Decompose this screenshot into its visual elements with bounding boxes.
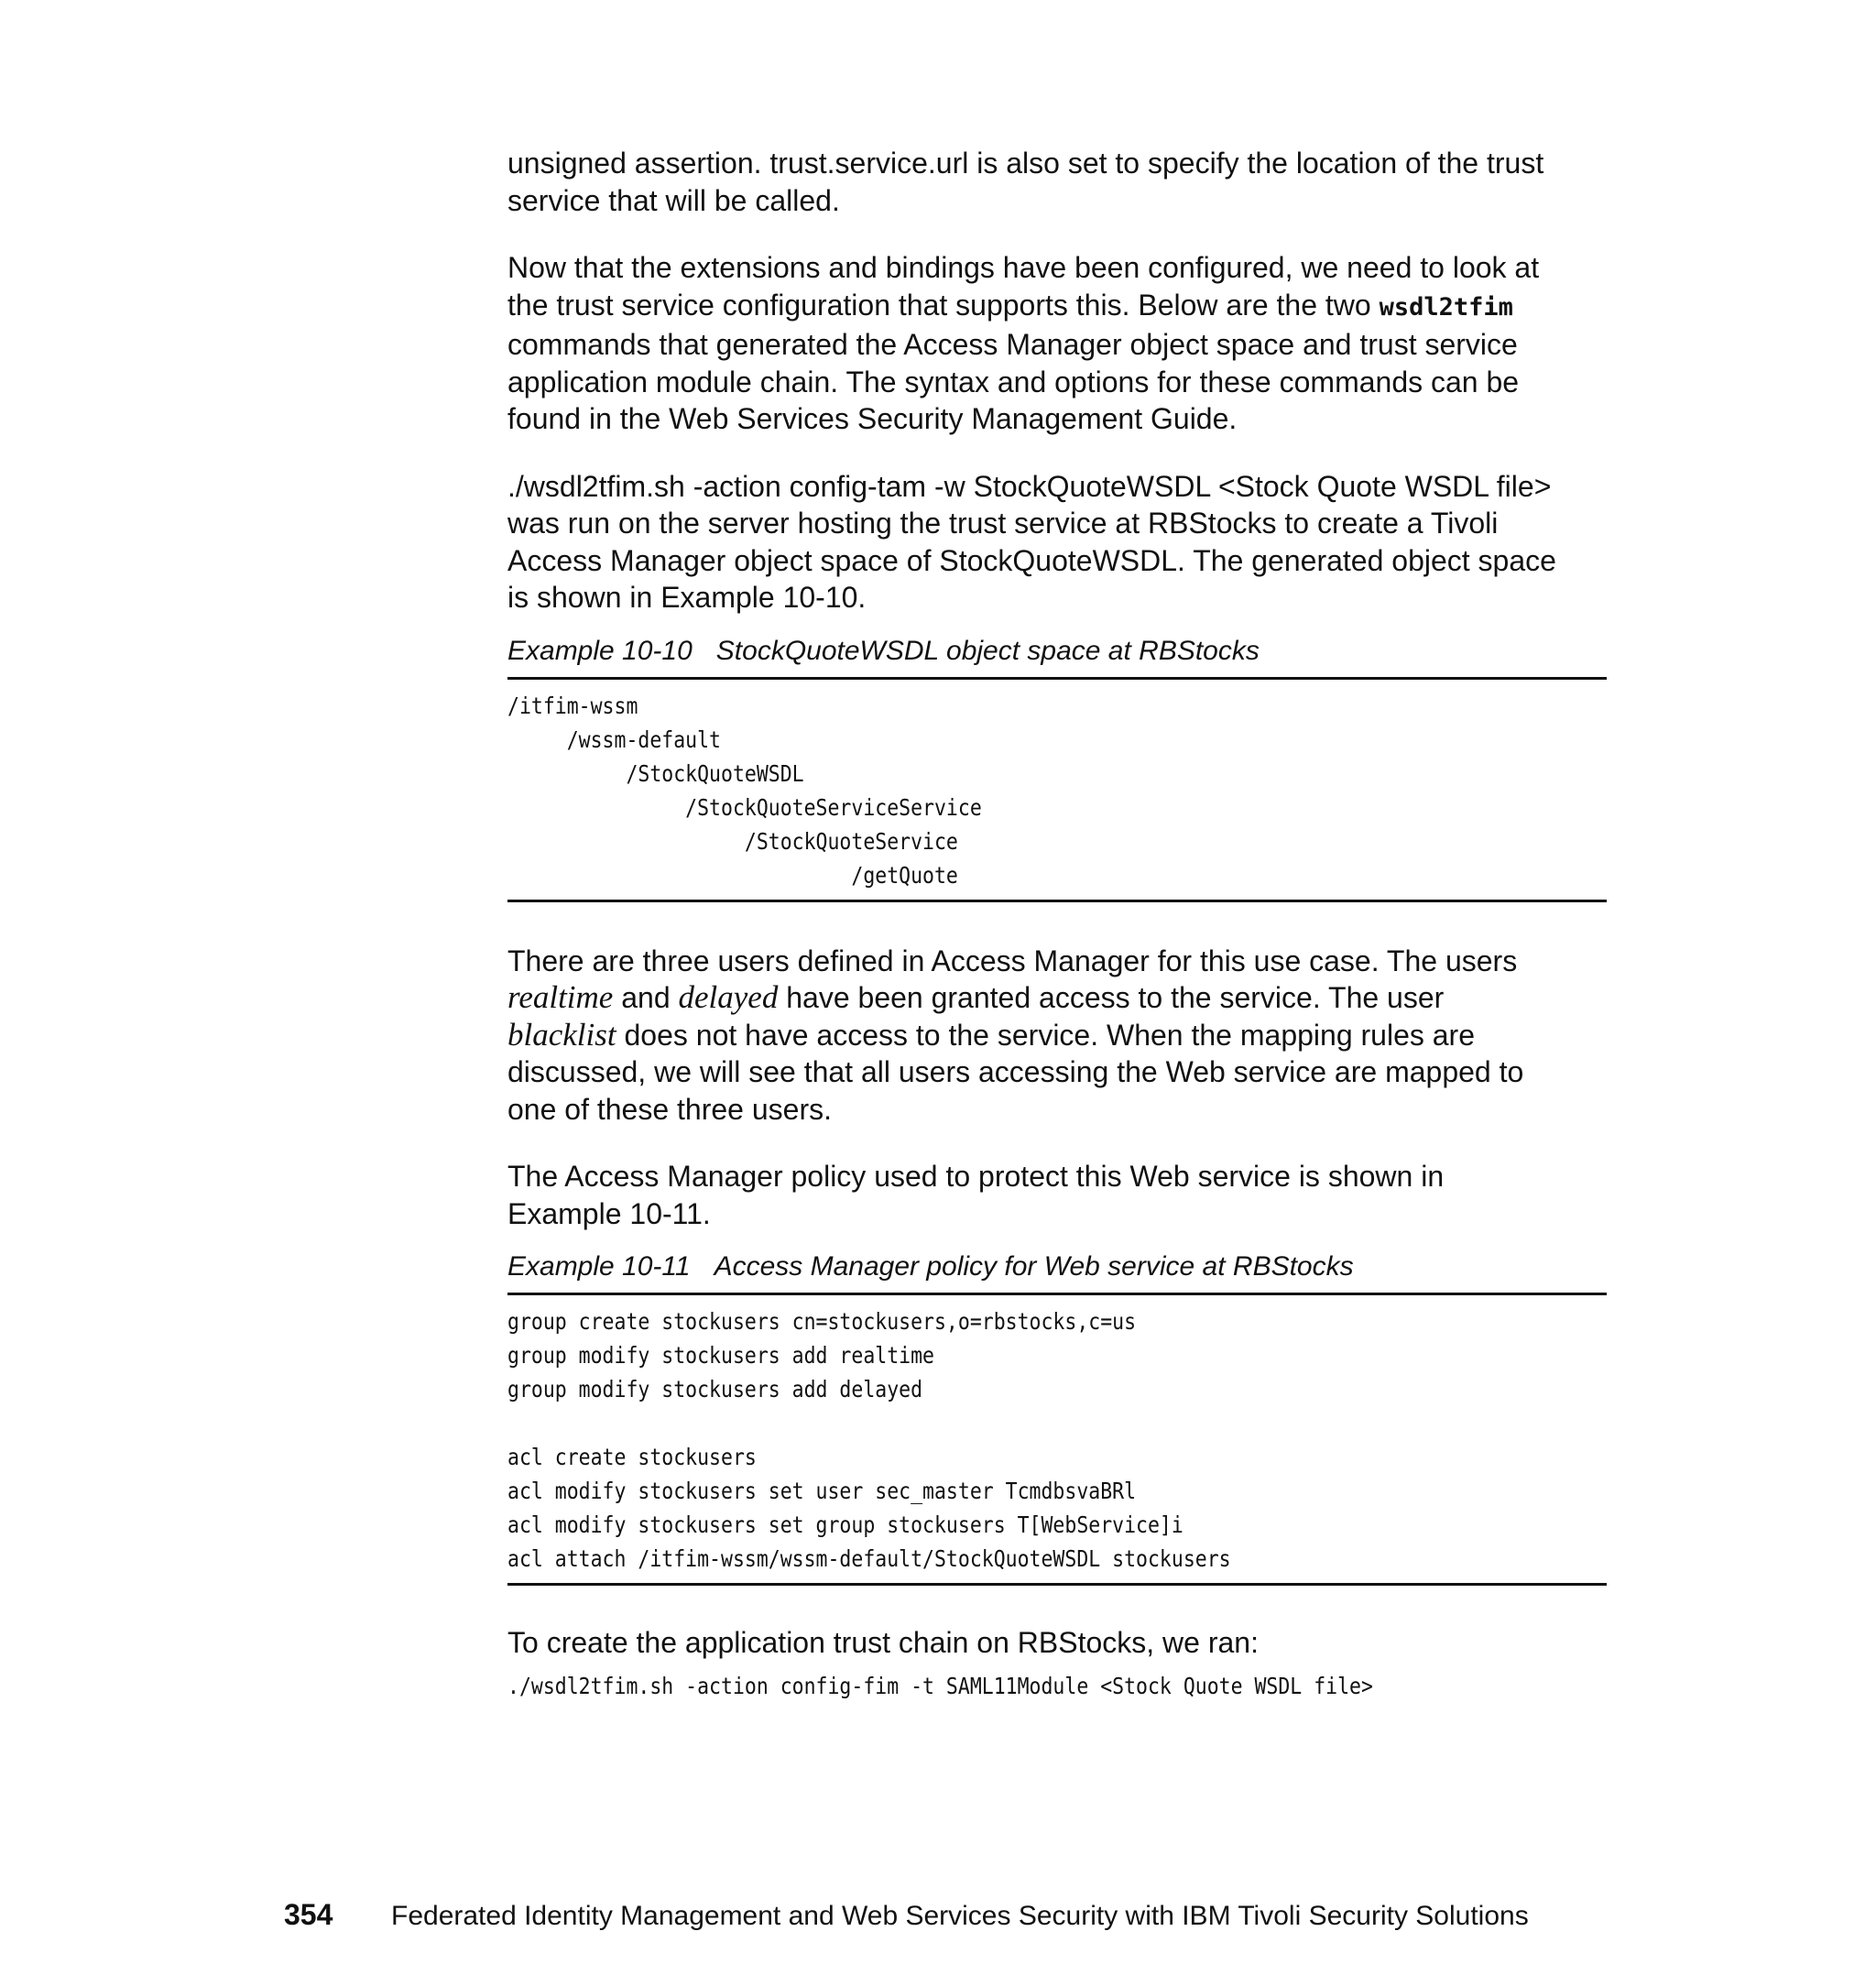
code-line: acl modify stockusers set group stockusers T[WebService]i <box>507 1511 1183 1538</box>
paragraph-trust-service-url <box>507 145 1607 219</box>
text-line: found in the Web Services Security Management Guide. <box>507 402 1238 435</box>
text-line: There are three users defined in Access Manager for this use case. The users <box>507 944 1518 977</box>
code-example-policy <box>507 1293 1607 1586</box>
code-line: group modify stockusers add realtime <box>507 1342 934 1369</box>
example-label: Example 10-10 <box>507 635 693 666</box>
text-line: was run on the server hosting the trust service at RBStocks to create a Tivoli <box>507 507 1499 540</box>
example-title: Access Manager policy for Web service at RBStocks <box>714 1251 1354 1282</box>
user-term: delayed <box>678 979 779 1015</box>
code-line: /StockQuoteServiceService <box>507 793 982 821</box>
example-caption <box>507 635 1607 668</box>
text-line: To create the application trust chain on RBStocks, we ran: <box>507 1626 1259 1659</box>
paragraph-trust-config <box>507 249 1607 438</box>
code-line: group modify stockusers add delayed <box>507 1376 923 1402</box>
example-caption <box>507 1250 1607 1283</box>
text-segment: the trust service configuration that supports this. Below are the two <box>507 288 1380 322</box>
paragraph-policy <box>507 1158 1607 1232</box>
text-line: service that will be called. <box>507 183 840 217</box>
text-line: discussed, we will see that all users accessing the Web service are mapped to <box>507 1055 1524 1088</box>
page-number: 354 <box>284 1898 333 1931</box>
text-line: Example 10-11. <box>507 1196 711 1230</box>
user-term: blacklist <box>507 1016 616 1053</box>
page-footer <box>284 1898 1529 1933</box>
text-line <box>507 287 1607 327</box>
page-content <box>507 145 1607 1703</box>
code-line: /StockQuoteService <box>507 827 958 855</box>
code-line: /wssm-default <box>507 726 722 753</box>
text-line: one of these three users. <box>507 1092 832 1126</box>
text-line: unsigned assertion. trust.service.url is also set to specify the location of the trust <box>507 147 1544 180</box>
code-line: /getQuote <box>507 861 958 889</box>
text-line: Access Manager object space of StockQuoteWSDL. The generated object space <box>507 543 1556 577</box>
text-line: is shown in Example 10-10. <box>507 581 867 614</box>
example-title: StockQuoteWSDL object space at RBStocks <box>715 635 1260 666</box>
text-segment: have been granted access to the service. The user <box>778 981 1445 1014</box>
code-line: group create stockusers cn=stockusers,o=rbstocks,c=us <box>507 1308 1137 1335</box>
code-line: /StockQuoteWSDL <box>507 759 804 787</box>
code-line: acl create stockusers <box>507 1444 757 1470</box>
text-line: application module chain. The syntax and options for these commands can be <box>507 365 1520 398</box>
text-line <box>507 979 1607 1017</box>
text-line <box>507 1017 1607 1054</box>
text-segment: and <box>613 981 679 1014</box>
code-line: acl attach /itfim-wssm/wssm-default/StockQuoteWSDL stockusers <box>507 1545 1231 1572</box>
example-label: Example 10-11 <box>507 1251 691 1282</box>
text-line: ./wsdl2tfim.sh -action config-tam -w StockQuoteWSDL <Stock Quote WSDL file> <box>507 469 1552 503</box>
code-line: acl modify stockusers set user sec_master TcmdbsvaBRl <box>507 1478 1137 1504</box>
command-name: wsdl2tfim <box>1379 292 1513 322</box>
code-line <box>507 1406 1453 1440</box>
text-line: Now that the extensions and bindings have been configured, we need to look at <box>507 251 1540 284</box>
text-line: commands that generated the Access Manager object space and trust service <box>507 328 1518 361</box>
text-line: The Access Manager policy used to protect this Web service is shown in <box>507 1160 1445 1193</box>
code-line: /itfim-wssm <box>507 692 638 719</box>
user-term: realtime <box>507 979 614 1015</box>
text-segment: does not have access to the service. When the mapping rules are <box>616 1018 1475 1052</box>
config-fim-command: ./wsdl2tfim.sh -action config-fim -t SAML11Module <Stock Quote WSDL file> <box>507 1672 1373 1699</box>
code-example-object-space <box>507 677 1607 902</box>
paragraph-config-tam <box>507 468 1607 617</box>
book-title: Federated Identity Management and Web Services Security with IBM Tivoli Security Solutions <box>391 1901 1529 1931</box>
paragraph-users <box>507 943 1607 1129</box>
paragraph-trust-chain <box>507 1624 1607 1662</box>
